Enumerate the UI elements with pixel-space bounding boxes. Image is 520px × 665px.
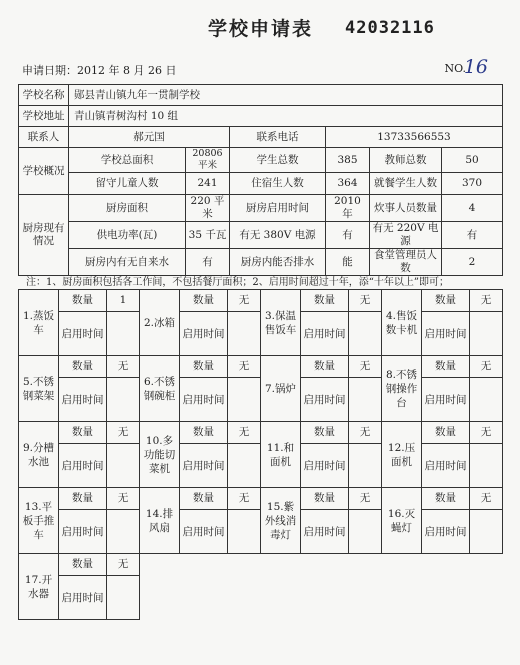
leftbehind-value: 241	[186, 173, 230, 195]
drain-label: 厨房内能否排水	[230, 249, 326, 276]
meta-row	[22, 58, 500, 80]
teachers-label: 教师总数	[370, 148, 442, 173]
equipment-qty-row	[19, 290, 503, 312]
equipment-name: 4.售饭数卡机	[382, 290, 422, 356]
start-time-label: 启用时间	[59, 378, 107, 422]
water-value: 有	[186, 249, 230, 276]
start-time-label: 启用时间	[180, 378, 228, 422]
start-time-value	[107, 510, 140, 554]
blank-area	[140, 554, 503, 620]
qty-value: 无	[107, 422, 140, 444]
start-time-label: 启用时间	[301, 378, 349, 422]
start-time-value	[228, 378, 261, 422]
start-time-value	[349, 510, 382, 554]
start-time-label: 启用时间	[301, 510, 349, 554]
start-time-value	[470, 378, 503, 422]
qty-value: 无	[470, 290, 503, 312]
equipment-name: 8.不锈钢操作台	[382, 356, 422, 422]
qty-label: 数量	[422, 290, 470, 312]
qty-label: 数量	[59, 488, 107, 510]
start-time-label: 启用时间	[422, 312, 470, 356]
start-time-value	[107, 576, 140, 620]
power-220-value: 有	[442, 222, 503, 249]
qty-value: 无	[349, 422, 382, 444]
start-time-value	[349, 378, 382, 422]
school-info-table	[18, 84, 503, 276]
qty-value: 无	[349, 488, 382, 510]
qty-value: 无	[228, 422, 261, 444]
equipment-name: 1.蒸饭车	[19, 290, 59, 356]
water-label: 厨房内有无自来水	[69, 249, 186, 276]
start-time-label: 启用时间	[180, 312, 228, 356]
kitchen-staff-label: 炊事人员数量	[370, 195, 442, 222]
qty-label: 数量	[301, 488, 349, 510]
equipment-name: 6.不锈钢碗柜	[140, 356, 180, 422]
drain-value: 能	[326, 249, 370, 276]
qty-label: 数量	[301, 356, 349, 378]
start-time-value	[349, 312, 382, 356]
kitchen-area-value: 220 平米	[186, 195, 230, 222]
overview-label: 学校概况	[19, 148, 69, 195]
equipment-name: 13.平板手推车	[19, 488, 59, 554]
manager-label: 食堂管理员人数	[370, 249, 442, 276]
qty-value: 无	[470, 356, 503, 378]
school-address: 青山镇青树沟村 10 组	[69, 106, 503, 127]
start-time-value	[107, 378, 140, 422]
equipment-qty-row	[19, 422, 503, 444]
equipment-name: 10.多功能切菜机	[140, 422, 180, 488]
qty-value: 无	[107, 356, 140, 378]
phone-number: 13733566553	[326, 127, 503, 148]
qty-value: 无	[228, 488, 261, 510]
start-time-value	[228, 444, 261, 488]
school-name: 郧县青山镇九年一贯制学校	[69, 85, 503, 106]
start-time-value	[228, 312, 261, 356]
start-time-label: 启用时间	[59, 576, 107, 620]
qty-label: 数量	[422, 422, 470, 444]
equipment-name: 15.紫外线消毒灯	[261, 488, 301, 554]
start-time-label: 启用时间	[59, 510, 107, 554]
equipment-name: 7.锅炉	[261, 356, 301, 422]
qty-label: 数量	[59, 356, 107, 378]
dining-value: 370	[442, 173, 503, 195]
power-value: 35 千瓦	[186, 222, 230, 249]
manager-value: 2	[442, 249, 503, 276]
dining-label: 就餐学生人数	[370, 173, 442, 195]
serial-number: 42032116	[345, 18, 435, 38]
power-220-label: 有无 220V 电源	[370, 222, 442, 249]
equipment-name: 16.灭蝇灯	[382, 488, 422, 554]
kitchen-start-label: 厨房启用时间	[230, 195, 326, 222]
no-label: NO.	[444, 62, 466, 75]
form-note: 注：1、厨房面积包括各工作间，不包括餐厅面积；2、启用时间超过十年，添“十年以上”即可；	[26, 277, 449, 287]
qty-value: 无	[470, 422, 503, 444]
form-title: 学校申请表	[208, 18, 314, 40]
start-time-label: 启用时间	[422, 444, 470, 488]
no-value: 16	[463, 56, 488, 78]
contact-name: 郝元国	[69, 127, 230, 148]
qty-value: 无	[470, 488, 503, 510]
start-time-label: 启用时间	[59, 444, 107, 488]
equipment-name: 9.分槽水池	[19, 422, 59, 488]
start-time-label: 启用时间	[180, 444, 228, 488]
power-label: 供电功率(瓦)	[69, 222, 186, 249]
qty-label: 数量	[301, 422, 349, 444]
start-time-label: 启用时间	[59, 312, 107, 356]
school-name-label: 学校名称	[19, 85, 69, 106]
qty-value: 无	[107, 554, 140, 576]
phone-label: 联系电话	[230, 127, 326, 148]
address-label: 学校地址	[19, 106, 69, 127]
qty-value: 无	[228, 356, 261, 378]
area-label: 学校总面积	[69, 148, 186, 173]
qty-value: 无	[349, 290, 382, 312]
leftbehind-label: 留守儿童人数	[69, 173, 186, 195]
teachers-value: 50	[442, 148, 503, 173]
equipment-table	[18, 289, 503, 620]
contact-label: 联系人	[19, 127, 69, 148]
application-date: 申请日期：2012 年 8 月 26 日	[22, 64, 177, 77]
kitchen-staff-value: 4	[442, 195, 503, 222]
kitchen-start-value: 2010 年	[326, 195, 370, 222]
equipment-qty-row	[19, 488, 503, 510]
equipment-name: 2.冰箱	[140, 290, 180, 356]
start-time-label: 启用时间	[301, 444, 349, 488]
students-label: 学生总数	[230, 148, 326, 173]
qty-value: 无	[107, 488, 140, 510]
qty-label: 数量	[180, 488, 228, 510]
qty-value: 无	[228, 290, 261, 312]
equipment-qty-row	[19, 356, 503, 378]
start-time-value	[228, 510, 261, 554]
qty-label: 数量	[301, 290, 349, 312]
start-time-value	[470, 510, 503, 554]
equipment-name: 5.不锈钢菜架	[19, 356, 59, 422]
start-time-label: 启用时间	[422, 378, 470, 422]
kitchen-label: 厨房现有情况	[19, 195, 69, 276]
qty-label: 数量	[59, 422, 107, 444]
qty-value: 无	[349, 356, 382, 378]
start-time-label: 启用时间	[422, 510, 470, 554]
qty-label: 数量	[59, 554, 107, 576]
equipment-name: 11.和面机	[261, 422, 301, 488]
start-time-value	[470, 312, 503, 356]
equipment-name: 17.开水器	[19, 554, 59, 620]
power-380-value: 有	[326, 222, 370, 249]
qty-label: 数量	[180, 422, 228, 444]
students-value: 385	[326, 148, 370, 173]
boarding-value: 364	[326, 173, 370, 195]
qty-label: 数量	[422, 356, 470, 378]
equipment-name: 12.压面机	[382, 422, 422, 488]
power-380-label: 有无 380V 电源	[230, 222, 326, 249]
equipment-qty-row	[19, 554, 503, 576]
qty-label: 数量	[59, 290, 107, 312]
start-time-value	[107, 312, 140, 356]
kitchen-area-label: 厨房面积	[69, 195, 186, 222]
qty-label: 数量	[180, 290, 228, 312]
equipment-name: 14.排风扇	[140, 488, 180, 554]
start-time-label: 启用时间	[180, 510, 228, 554]
qty-value: 1	[107, 290, 140, 312]
qty-label: 数量	[422, 488, 470, 510]
start-time-value	[107, 444, 140, 488]
start-time-label: 启用时间	[301, 312, 349, 356]
boarding-label: 住宿生人数	[230, 173, 326, 195]
start-time-value	[349, 444, 382, 488]
area-value: 20806 平米	[186, 148, 230, 173]
qty-label: 数量	[180, 356, 228, 378]
equipment-name: 3.保温售饭车	[261, 290, 301, 356]
start-time-value	[470, 444, 503, 488]
